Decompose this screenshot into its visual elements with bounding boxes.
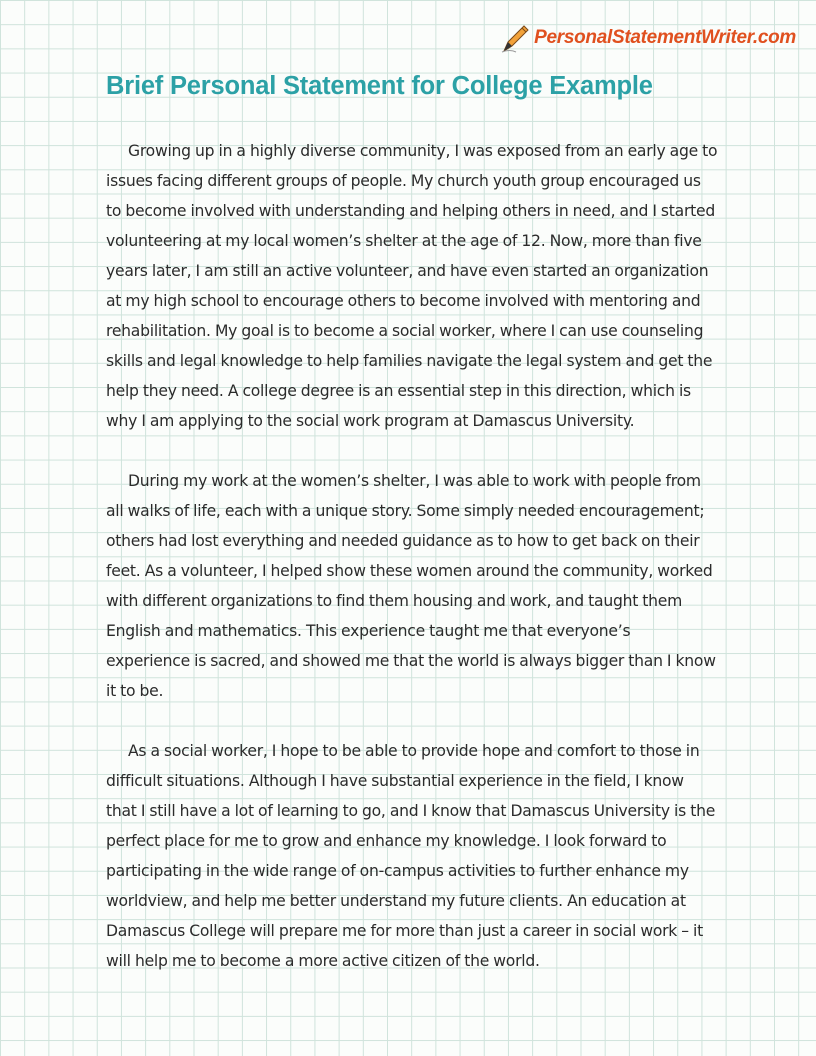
- statement-body: [106, 136, 718, 1006]
- page-title: Brief Personal Statement for College Example: [106, 72, 653, 100]
- paragraph-3: As a social worker, I hope to be able to provide hope and comfort to those in difficult situations. Although I have substantial experience in the field, I know that I still have a lot of learning to go, and I know that Damascus University is the perfect place for me to grow and enhance my knowledge. I look forward to participating in the wide range of on-campus activities to further enhance my worldview, and help me better understand my future clients. An education at Damascus College will prepare me for more than just a career in social work – it will help me to become a more active citizen of the world.: [106, 742, 716, 970]
- paragraph-2: During my work at the women’s shelter, I was able to work with people from all walks of life, each with a unique story. Some simply needed encouragement; others had lost everything and needed guidance as to how to get back on their feet. As a volunteer, I helped show these women around the community, worked with different organizations to find them housing and work, and taught them English and mathematics. This experience taught me that everyone’s experience is sacred, and showed me that the world is always bigger than I know it to be.: [106, 472, 716, 700]
- paragraph-1: Growing up in a highly diverse community, I was exposed from an early age to issues facing different groups of people. My church youth group encouraged us to become involved with understanding and helping others in need, and I started volunteering at my local women’s shelter at the age of 12. Now, more than five years later, I am still an active volunteer, and have even started an organization at my high school to encourage others to become involved with mentoring and rehabilitation. My goal is to become a social worker, where I can use counseling skills and legal knowledge to help families navigate the legal system and get the help they need. A college degree is an essential step in this direction, which is why I am applying to the social work program at Damascus University.: [106, 142, 718, 430]
- brand-logo: [500, 22, 796, 54]
- brand-name: PersonalStatementWriter.com: [534, 27, 796, 48]
- pen-icon: [500, 22, 532, 54]
